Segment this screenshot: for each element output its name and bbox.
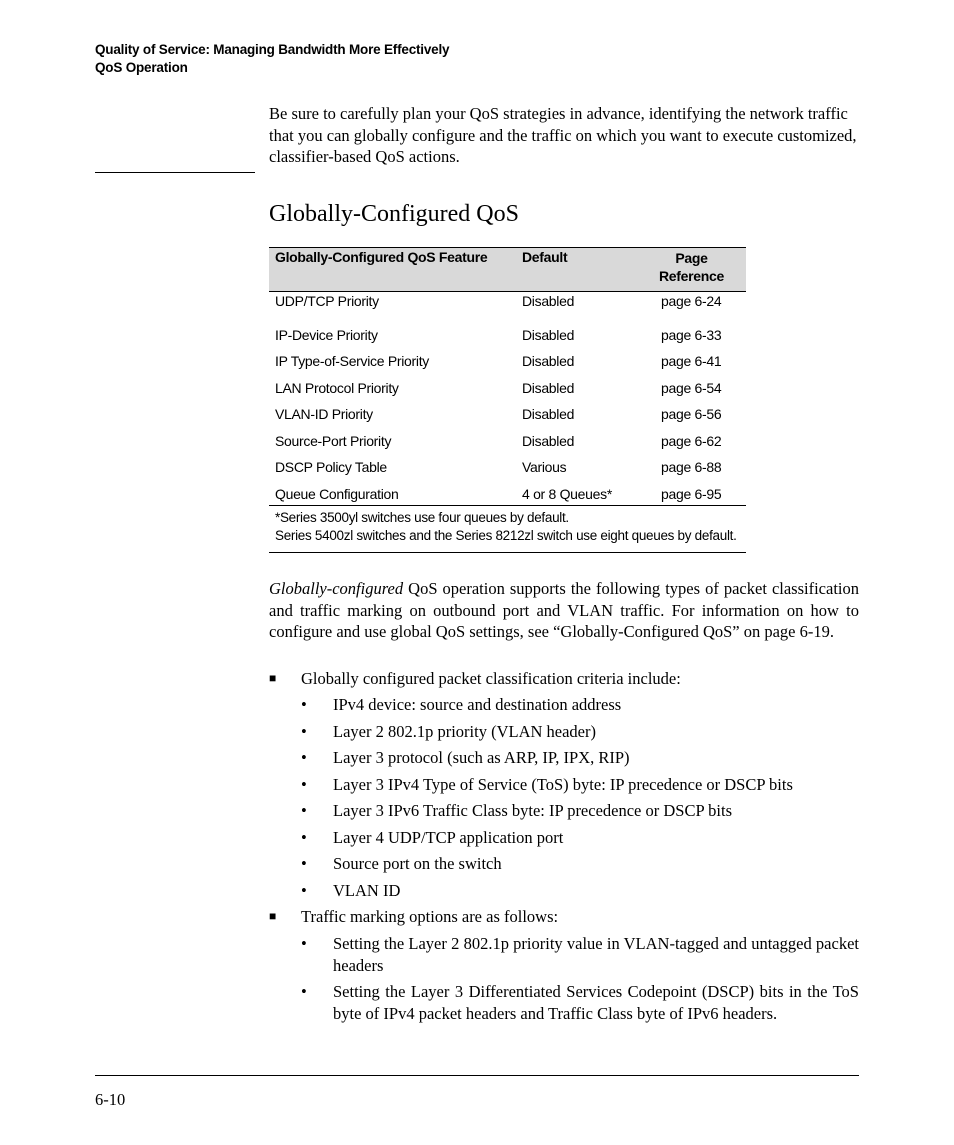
section-title: Globally-Configured QoS (269, 201, 519, 227)
default-cell: Disabled (522, 353, 575, 369)
intro-paragraph: Be sure to carefully plan your QoS strategies in advance, identifying the network traffic that you can globally configure and the traffic on which you want to execute customized, classifier-based QoS actions. (269, 104, 857, 166)
list-item: Layer 3 IPv4 Type of Service (ToS) byte: IP precedence or DSCP bits (333, 775, 793, 794)
list2-title: Traffic marking options are as follows: (301, 907, 559, 926)
body-lead-rest: QoS operation supports the following types of packet classification and traffic marking on outbound port and VLAN traffic. For information on how to configure and use global QoS settings, see “Globally-Configured QoS” on page 6-19. (269, 579, 859, 641)
default-cell: Disabled (522, 293, 575, 309)
feature-cell: VLAN-ID Priority (275, 406, 373, 422)
dot-bullet-icon: • (301, 982, 307, 1001)
table-row (269, 478, 746, 505)
dot-bullet-icon: • (301, 695, 307, 714)
table-header (269, 247, 746, 292)
side-rule (95, 172, 255, 173)
page-ref-cell: page 6-33 (661, 326, 722, 343)
list-item: Layer 2 802.1p priority (VLAN header) (333, 722, 596, 741)
list-item: Source port on the switch (333, 854, 502, 873)
table-row (269, 345, 746, 372)
dot-bullet-icon: • (301, 722, 307, 741)
table-row (269, 398, 746, 425)
square-bullet-icon: ■ (269, 909, 277, 923)
dot-bullet-icon: • (301, 801, 307, 820)
table-body (269, 292, 746, 506)
list-item: Setting the Layer 3 Differentiated Services Codepoint (DSCP) bits in the ToS byte of IPv4 packet headers and Traffic Class byte of IPv6 headers. (333, 982, 859, 1023)
page-ref-cell: page 6-62 (661, 432, 722, 449)
page-ref-cell: page 6-95 (661, 485, 722, 502)
feature-cell: Queue Configuration (275, 485, 399, 502)
footer-rule (95, 1075, 859, 1076)
page-ref-cell: page 6-41 (661, 353, 722, 369)
list-item: Setting the Layer 2 802.1p priority value in VLAN-tagged and untagged packet headers (333, 934, 859, 975)
default-cell: Disabled (522, 326, 575, 343)
feature-cell: LAN Protocol Priority (275, 379, 399, 396)
list1-title: Globally configured packet classification criteria include: (301, 669, 681, 688)
feature-cell: UDP/TCP Priority (275, 293, 379, 309)
table-row (269, 372, 746, 399)
running-header-section: QoS Operation (95, 60, 188, 75)
default-cell: Disabled (522, 379, 575, 396)
header-default: Default (522, 249, 568, 265)
table-row (269, 425, 746, 452)
default-cell: Disabled (522, 406, 575, 422)
dot-bullet-icon: • (301, 881, 307, 900)
list-item: IPv4 device: source and destination address (333, 695, 622, 714)
page-ref-cell: page 6-24 (661, 293, 722, 309)
default-cell: Various (522, 459, 567, 475)
feature-cell: IP-Device Priority (275, 326, 378, 343)
header-feature: Globally-Configured QoS Feature (275, 249, 488, 265)
footnote-line-2: Series 5400zl switches and the Series 8212zl switch use eight queues by default. (275, 527, 737, 543)
dot-bullet-icon: • (301, 748, 307, 767)
body-paragraph (269, 578, 859, 643)
table-row (269, 319, 746, 346)
square-bullet-icon: ■ (269, 671, 277, 685)
list-item: Layer 3 protocol (such as ARP, IP, IPX, RIP) (333, 748, 630, 767)
table-footnote (269, 506, 746, 553)
footnote-line-1: *Series 3500yl switches use four queues by default. (275, 510, 569, 525)
dot-bullet-icon: • (301, 934, 307, 953)
page-ref-cell: page 6-88 (661, 459, 722, 475)
dot-bullet-icon: • (301, 775, 307, 794)
default-cell: Disabled (522, 432, 575, 449)
body-lead-italic: Globally-configured (269, 579, 404, 598)
list-item: Layer 4 UDP/TCP application port (333, 828, 564, 847)
page-number: 6-10 (95, 1090, 126, 1109)
header-page-reference: Page Reference (658, 250, 724, 284)
dot-bullet-icon: • (301, 854, 307, 873)
table-row (269, 451, 746, 478)
running-header-chapter: Quality of Service: Managing Bandwidth More Effectively (95, 42, 450, 57)
list-item: VLAN ID (333, 881, 401, 900)
default-cell: 4 or 8 Queues* (522, 485, 612, 502)
list-item: Layer 3 IPv6 Traffic Class byte: IP precedence or DSCP bits (333, 801, 732, 820)
page-ref-cell: page 6-54 (661, 379, 722, 396)
dot-bullet-icon: • (301, 828, 307, 847)
feature-cell: DSCP Policy Table (275, 459, 387, 475)
table-row (269, 292, 746, 319)
feature-cell: Source-Port Priority (275, 432, 392, 449)
page-ref-cell: page 6-56 (661, 406, 722, 422)
qos-feature-table (269, 247, 746, 553)
feature-cell: IP Type-of-Service Priority (275, 353, 429, 369)
